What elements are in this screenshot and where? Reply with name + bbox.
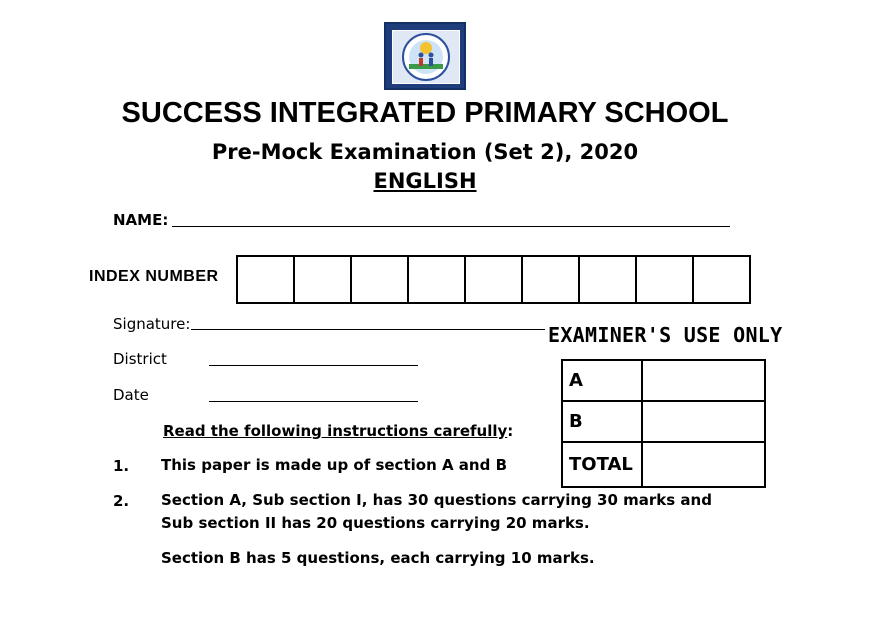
exam-title: Pre-Mock Examination (Set 2), 2020: [211, 140, 639, 164]
school-crest: [392, 30, 460, 84]
section-b-label: B: [562, 401, 642, 442]
instructions-heading: [163, 422, 513, 440]
total-score[interactable]: [642, 442, 765, 487]
instruction-number: 2.: [113, 492, 130, 510]
crest-icon: [393, 31, 459, 83]
instruction-text: Section A, Sub section I, has 30 questions carrying 30 marks and Sub section II has 20 questions carrying 20 marks.: [161, 491, 712, 532]
index-digit-box[interactable]: [407, 255, 466, 304]
index-digit-box[interactable]: [464, 255, 523, 304]
examiner-heading: EXAMINER'S USE ONLY: [548, 323, 783, 347]
total-label: TOTAL: [562, 442, 642, 487]
instruction-text: This paper is made up of section A and B: [161, 456, 507, 474]
school-name: SUCCESS INTEGRATED PRIMARY SCHOOL: [121, 97, 729, 129]
instruction-note: Section B has 5 questions, each carrying 10 marks.: [161, 549, 595, 567]
subject-title: ENGLISH: [373, 169, 477, 193]
index-digit-box[interactable]: [521, 255, 580, 304]
table-row: [562, 442, 765, 487]
signature-label: Signature:: [113, 315, 191, 333]
school-logo: [384, 22, 466, 90]
examiner-table: [561, 359, 766, 488]
instruction-number: 1.: [113, 457, 130, 475]
name-label: NAME:: [113, 211, 169, 229]
index-digit-box[interactable]: [692, 255, 751, 304]
district-label: District: [113, 350, 167, 368]
instructions-heading-colon: :: [507, 422, 514, 440]
index-digit-box[interactable]: [293, 255, 352, 304]
index-number-boxes: [236, 255, 751, 304]
index-digit-box[interactable]: [578, 255, 637, 304]
index-digit-box[interactable]: [350, 255, 409, 304]
district-field[interactable]: [209, 365, 418, 366]
index-number-label: INDEX NUMBER: [89, 268, 219, 285]
table-row: [562, 401, 765, 442]
name-field[interactable]: [172, 226, 730, 227]
date-label: Date: [113, 386, 149, 404]
date-field[interactable]: [209, 401, 418, 402]
section-b-score[interactable]: [642, 401, 765, 442]
signature-field[interactable]: [191, 329, 545, 330]
index-digit-box[interactable]: [236, 255, 295, 304]
section-a-score[interactable]: [642, 360, 765, 401]
index-digit-box[interactable]: [635, 255, 694, 304]
instructions-heading-text: Read the following instructions carefully: [163, 422, 508, 440]
section-a-label: A: [562, 360, 642, 401]
table-row: [562, 360, 765, 401]
